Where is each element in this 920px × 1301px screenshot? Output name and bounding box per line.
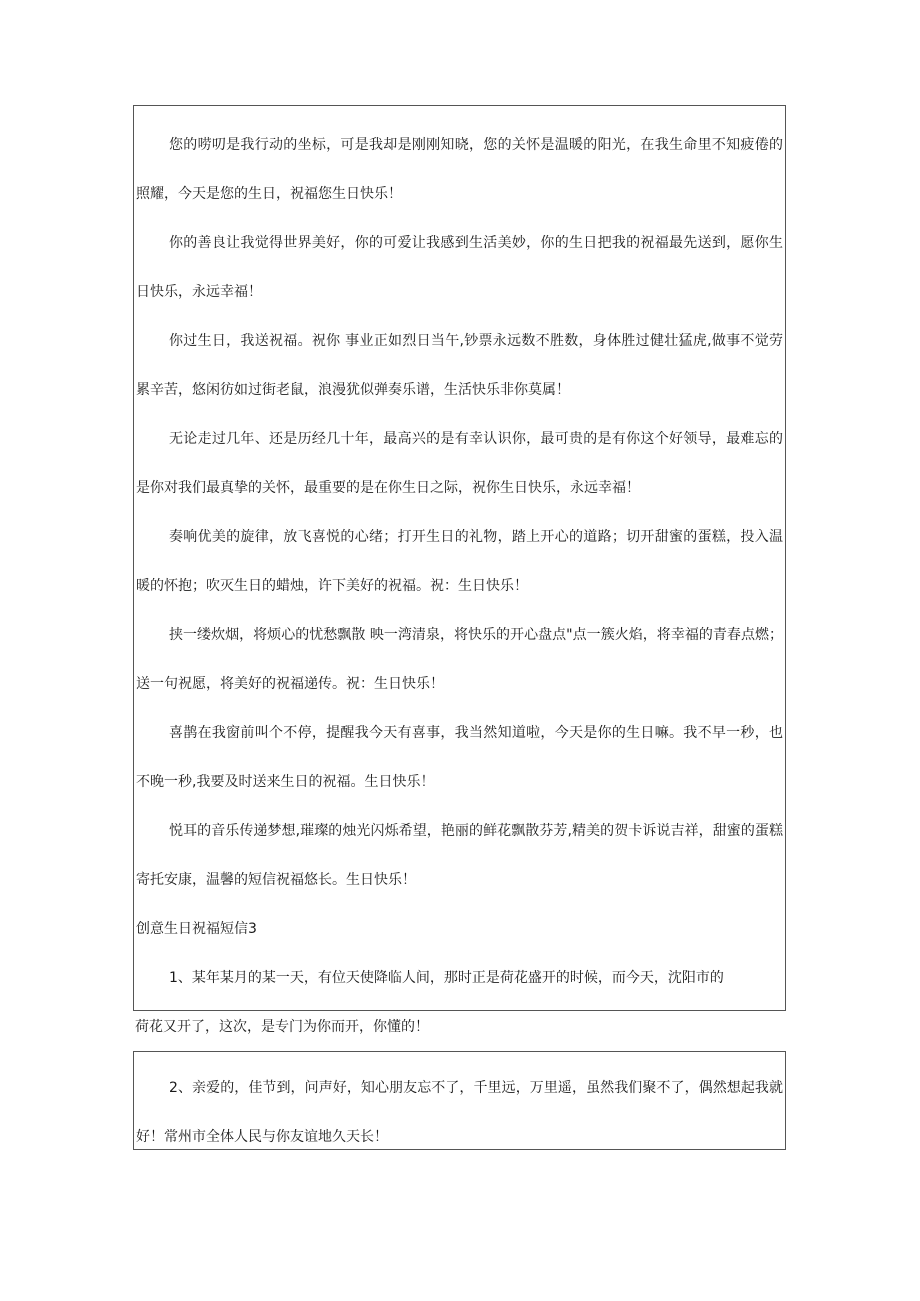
wish-paragraph: 喜鹊在我窗前叫个不停，提醒我今天有喜事，我当然知道啦，今天是你的生日嘛。我不早一秒，也不晚一秒,我要及时送来生日的祝福。生日快乐！ bbox=[136, 725, 783, 790]
message-box-2 bbox=[133, 1051, 786, 1150]
message-box-1 bbox=[133, 105, 786, 1011]
wish-paragraph: 你过生日，我送祝福。祝你 事业正如烈日当午,钞票永远数不胜数，身体胜过健壮猛虎,做事不觉劳累辛苦，悠闲彷如过街老鼠，浪漫犹似弹奏乐谱，生活快乐非你莫属！ bbox=[136, 333, 783, 398]
wish-paragraph: 你的善良让我觉得世界美好，你的可爱让我感到生活美妙，你的生日把我的祝福最先送到，愿你生日快乐，永远幸福！ bbox=[136, 235, 783, 300]
message-box-1-content bbox=[134, 121, 785, 1003]
numbered-wish-1-continuation: 荷花又开了，这次，是专门为你而开，你懂的！ bbox=[135, 1019, 429, 1035]
wish-paragraph: 挟一缕炊烟，将烦心的忧愁飘散 映一湾清泉，将快乐的开心盘点"点一簇火焰，将幸福的青春点燃；送一句祝愿，将美好的祝福递传。祝：生日快乐！ bbox=[136, 627, 783, 692]
section-heading: 创意生日祝福短信3 bbox=[136, 921, 257, 937]
wish-paragraph: 奏响优美的旋律，放飞喜悦的心绪；打开生日的礼物，踏上开心的道路；切开甜蜜的蛋糕，投入温暖的怀抱；吹灭生日的蜡烛，许下美好的祝福。祝：生日快乐！ bbox=[136, 529, 783, 594]
numbered-wish-2: 2、亲爱的，佳节到，问声好，知心朋友忘不了，千里远，万里遥，虽然我们聚不了，偶然想起我就好！常州市全体人民与你友谊地久天长！ bbox=[136, 1080, 783, 1145]
message-box-2-content bbox=[134, 1064, 785, 1162]
numbered-wish-1: 1、某年某月的某一天，有位天使降临人间，那时正是荷花盛开的时候，而今天，沈阳市的 bbox=[169, 970, 724, 986]
wish-paragraph: 无论走过几年、还是历经几十年，最高兴的是有幸认识你，最可贵的是有你这个好领导，最难忘的是你对我们最真挚的关怀，最重要的是在你生日之际，祝你生日快乐，永远幸福！ bbox=[136, 431, 783, 496]
wish-paragraph: 悦耳的音乐传递梦想,璀璨的烛光闪烁希望，艳丽的鲜花飘散芬芳,精美的贺卡诉说吉祥，甜蜜的蛋糕寄托安康，温馨的短信祝福悠长。生日快乐！ bbox=[136, 823, 783, 888]
wish-paragraph: 您的唠叨是我行动的坐标，可是我却是刚刚知晓，您的关怀是温暖的阳光，在我生命里不知疲倦的照耀，今天是您的生日，祝福您生日快乐！ bbox=[136, 137, 783, 202]
